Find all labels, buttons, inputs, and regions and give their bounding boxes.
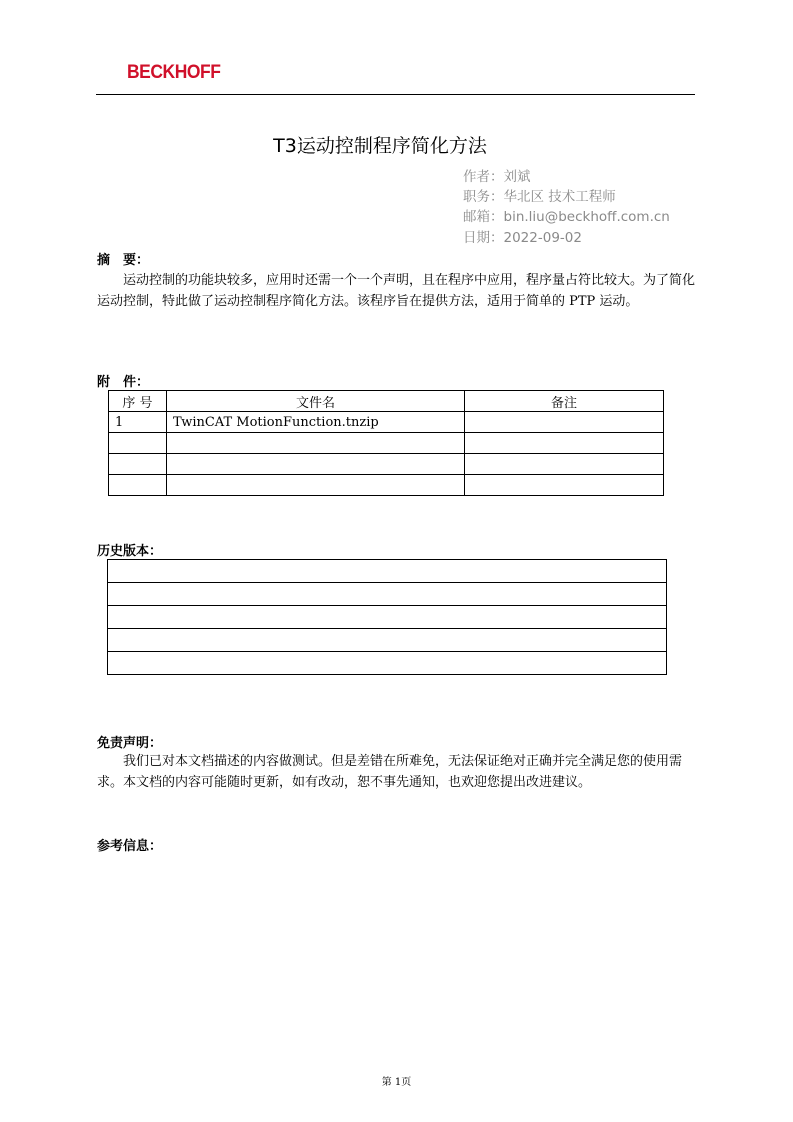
header-divider [96, 94, 695, 95]
cell [167, 475, 465, 496]
cell [465, 433, 664, 454]
table-row [109, 454, 664, 475]
reference-heading: 参考信息： [97, 839, 163, 854]
table-row [108, 560, 667, 583]
cell [465, 454, 664, 475]
position: 职务：华北区 技术工程师 [463, 189, 616, 205]
abstract-heading: 摘 要： [97, 253, 150, 268]
author: 作者：刘斌 [463, 169, 531, 185]
table-row [109, 475, 664, 496]
document-title: T3运动控制程序简化方法 [273, 135, 487, 157]
attachments-table [108, 390, 664, 496]
table-row [108, 652, 667, 675]
page-number: 第 1页 [381, 1077, 412, 1088]
header-cell: 备注 [465, 391, 664, 412]
cell: 1 [109, 412, 167, 433]
beckhoff-logo: BECKHOFF [127, 62, 221, 83]
date: 日期：2022-09-02 [463, 230, 582, 246]
table-header-row [109, 391, 664, 412]
cell [109, 433, 167, 454]
file-link[interactable]: TwinCAT MotionFunction.tnzip [167, 412, 465, 433]
cell [108, 583, 667, 606]
cell [108, 560, 667, 583]
cell [167, 454, 465, 475]
header-cell: 文件名 [167, 391, 465, 412]
abstract-text: 运动控制的功能块较多，应用时还需一个一个声明，且在程序中应用，程序量占符比较大。为了简化运动控制，特此做了运动控制程序简化方法。该程序旨在提供方法，适用于简单的 PTP 运动。 [97, 273, 696, 309]
disclaimer-heading: 免责声明： [97, 736, 163, 751]
cell [108, 652, 667, 675]
table-row [108, 583, 667, 606]
email: 邮箱：bin.liu@beckhoff.com.cn [463, 209, 670, 225]
cell [109, 454, 167, 475]
cell [465, 412, 664, 433]
table-row [109, 433, 664, 454]
table-row [108, 629, 667, 652]
history-table [107, 559, 667, 675]
cell [108, 606, 667, 629]
cell [109, 475, 167, 496]
attachments-heading: 附 件： [97, 375, 150, 390]
table-row [108, 606, 667, 629]
cell [108, 629, 667, 652]
disclaimer-text: 我们已对本文档描述的内容做测试。但是差错在所难免，无法保证绝对正确并完全满足您的使用需求。本文档的内容可能随时更新，如有改动，恕不事先通知，也欢迎您提出改进建议。 [97, 754, 683, 790]
cell [465, 475, 664, 496]
cell [167, 433, 465, 454]
history-heading: 历史版本： [97, 544, 163, 559]
header-cell: 序 号 [109, 391, 167, 412]
table-row [109, 412, 664, 433]
